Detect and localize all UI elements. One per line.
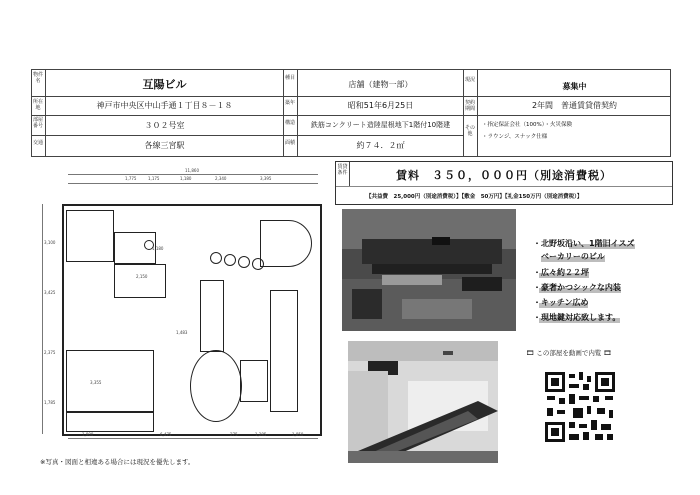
room-kitchen	[114, 264, 166, 298]
highlight-4: ・キッチン広め	[533, 298, 589, 307]
dim-bottom-3: 275	[230, 432, 238, 437]
contract-term: 2年間 普通賃貸借契約	[531, 101, 618, 110]
room-label-1: 2,150	[136, 274, 148, 279]
dim-bottom-2: 6,475	[160, 432, 172, 437]
label-built: 築年	[284, 100, 295, 106]
label-address: 所在地	[32, 99, 43, 111]
highlight-3: ・豪奢かつシックな内装	[533, 283, 621, 292]
spiral-stair	[190, 350, 242, 422]
dim-bottom-4: 1,285	[255, 432, 267, 437]
dim-left-2: 3,425	[44, 290, 56, 295]
property-access: 各線三宮駅	[144, 141, 185, 150]
label-other: その他	[464, 125, 475, 137]
video-note: 🎞 この部屋を動画で内覧 🎞	[526, 349, 612, 357]
counter-area	[200, 280, 224, 352]
property-info-table	[31, 69, 671, 157]
film-icon: 🎞	[603, 349, 612, 357]
footer-note: ※写真・図面と相違ある場合には現況を優先します。	[40, 458, 195, 466]
property-built: 昭和51年6月25日	[347, 101, 414, 110]
stool	[210, 252, 222, 264]
room-left-lower	[66, 350, 154, 412]
interior-photo-2	[348, 341, 498, 463]
dim-top-1: 1,775	[125, 176, 137, 181]
room-label-4: 3,355	[90, 380, 102, 385]
booth-center	[240, 360, 268, 402]
dim-top-2: 1,175	[148, 176, 160, 181]
label-rent-terms: 賃貸条件	[337, 164, 348, 176]
label-name: 物件名	[32, 72, 43, 84]
label-term: 契約期間	[464, 100, 475, 112]
stool	[224, 254, 236, 266]
room-label-2: 1,483	[176, 330, 188, 335]
highlight-5: ・現地鍵対応致します。	[533, 313, 621, 322]
room-label-3: 1,180	[152, 246, 164, 251]
property-type: 店舗（建物一部）	[348, 80, 413, 89]
property-area: 約７４．２㎡	[356, 141, 405, 150]
highlight-2: ・広々約２２坪	[533, 268, 589, 277]
floor-plan	[40, 170, 332, 450]
property-status: 募集中	[562, 82, 587, 91]
dim-top-total: 11,860	[185, 168, 199, 173]
label-unit: 部屋番号	[32, 117, 43, 129]
room-left-upper	[66, 210, 114, 262]
highlight-1b: ベーカリーのビル	[541, 252, 605, 261]
label-type: 種目	[284, 75, 295, 81]
dim-top-3: 1,180	[180, 176, 192, 181]
rent-fees: 【共益費 25,000円（別途消費税）】【敷金 50万円】【礼金150万円（別途消費税）】	[366, 194, 583, 200]
curved-counter	[260, 220, 312, 267]
dim-top-4: 2,340	[215, 176, 227, 181]
highlight-1: ・北野坂沿い、1階旧イスズ	[533, 239, 635, 248]
property-structure: 鉄筋コンクリート造陸屋根地下1階付10階建	[310, 121, 451, 129]
label-access: 交通	[32, 140, 43, 146]
dim-left-1: 3,100	[44, 240, 56, 245]
other-conditions-2: ・ラウンジ、スナック仕様	[482, 134, 548, 140]
label-status: 現況	[464, 77, 475, 83]
booth-right	[270, 290, 298, 412]
dim-left-3: 2,375	[44, 350, 56, 355]
film-icon: 🎞	[526, 349, 535, 357]
room-left-bottom	[66, 412, 154, 432]
qr-code[interactable]	[543, 370, 617, 444]
dim-left-4: 1,785	[44, 400, 56, 405]
label-structure: 構造	[284, 120, 295, 126]
rent-amount: 賃料 ３５０，０００円（別途消費税）	[396, 169, 612, 182]
property-name: 互陽ビル	[142, 78, 187, 91]
rent-box	[335, 161, 673, 205]
dim-bottom-5: 1,850	[292, 432, 304, 437]
other-conditions-1: ・指定保証会社（100%）・火災保険	[482, 122, 572, 128]
interior-photo-1	[342, 209, 516, 331]
label-area: 面積	[284, 140, 295, 146]
dim-top-5: 3,395	[260, 176, 272, 181]
stool	[238, 256, 250, 268]
property-address: 神戸市中央区中山手通１丁目８－１８	[96, 101, 233, 110]
property-unit: ３０２号室	[144, 121, 185, 130]
dim-bottom-1: 1,900	[82, 432, 94, 437]
